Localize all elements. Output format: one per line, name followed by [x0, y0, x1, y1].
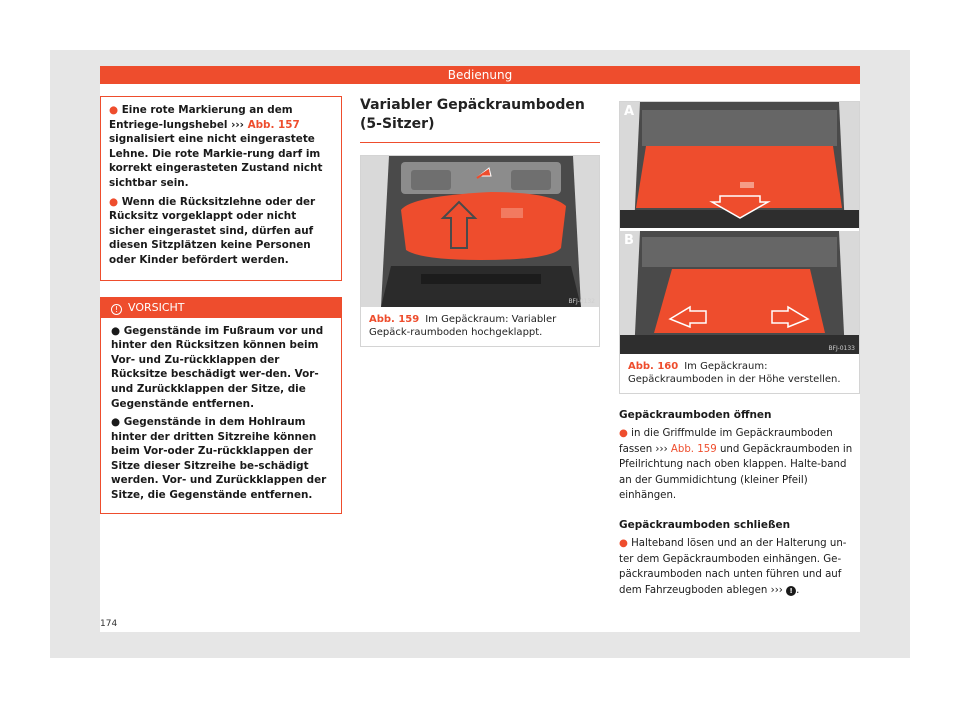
bullet-item: ● Eine rote Markierung an dem Entriege-lungshebel ››› Abb. 157 signalisiert eine nicht eingerastete Lehne. Die rote Markie-rung darf im korrekt eingerasteten Zustand nicht sichtbar sein. — [109, 104, 323, 189]
figure-caption: Abb. 160 Im Gepäckraum: Gepäckraumboden in der Höhe verstellen. — [628, 361, 841, 385]
caution-body — [101, 318, 341, 513]
note-box — [100, 96, 342, 281]
caution-title: VORSICHT — [128, 300, 185, 314]
caution-box — [100, 297, 342, 514]
figure-159 — [360, 155, 600, 347]
trunk-photo — [361, 156, 599, 307]
caution-header — [101, 298, 341, 318]
panel-a-photo — [620, 102, 859, 228]
trunk-floor-raised-illustration — [361, 156, 599, 307]
figure-code: BFJ-0132 — [568, 298, 595, 305]
figure-160 — [619, 101, 860, 394]
page-number: 174 — [100, 619, 118, 629]
bullet-icon: ● — [619, 428, 632, 439]
caution-item: ● Gegenstände in dem Hohlraum hinter der dritten Sitzreihe können beim Vor-oder Zu-rückklappen der Sitze dieser Sitzreihe be-schädigt werden. Vor- und Zurückklappen der Sitze, die Gegenstände entfernen. — [111, 416, 327, 502]
figure-code: BFJ-0133 — [828, 345, 855, 352]
right-column — [619, 101, 860, 598]
middle-column — [360, 96, 600, 347]
bullet-icon: ● — [109, 195, 122, 208]
cross-ref-arrow: ››› — [770, 584, 783, 596]
section-header: Bedienung — [100, 66, 860, 84]
left-column — [100, 96, 342, 514]
caution-ref-icon[interactable]: ! — [786, 586, 796, 596]
open-instructions: ● in die Griffmulde im Gepäckraumboden fassen ››› Abb. 159 und Gepäckraumboden in Pfeilrichtung nach oben klappen. Halte-band an der Gummidichtung (kleiner Pfeil) einhängen. — [619, 428, 853, 502]
trunk-floor-upper-illustration — [620, 102, 859, 228]
manual-page — [100, 66, 860, 632]
panel-label-b: B — [624, 233, 634, 248]
caution-item: ● Gegenstände im Fußraum vor und hinter den Rücksitzen können beim Vor- und Zu-rückklappen der Rücksitze beschädigt wer-den. Vor- und Zurückklappen der Sitze, die Gegenstände entfernen. — [111, 324, 324, 410]
close-instructions: ● Halteband lösen und an der Halterung un-ter dem Gepäckraumboden einhängen. Ge-päckraumboden nach unten führen und auf dem Fahrzeugboden ablegen ››› ! . — [619, 537, 847, 596]
bullet-item: ● Wenn die Rücksitzlehne oder der Rücksitz vorgeklappt oder nicht sicher eingerastet sind, dürfen auf diesen Sitzplätzen keine Personen oder Kinder befördert werden. — [109, 195, 316, 266]
bullet-icon: ● — [111, 416, 124, 429]
cross-ref-arrow: ››› — [231, 118, 244, 131]
subheading-open: Gepäckraumboden öffnen — [619, 409, 772, 421]
figure-caption: Abb. 159 Im Gepäckraum: Variabler Gepäck-raumboden hochgeklappt. — [369, 314, 557, 338]
figure-number: Abb. 159 — [369, 314, 420, 325]
figure-number: Abb. 160 — [628, 361, 679, 372]
subheading-close: Gepäckraumboden schließen — [619, 518, 791, 531]
bullet-icon: ● — [111, 324, 124, 337]
warning-icon: ! — [111, 304, 122, 315]
panel-b-photo — [620, 228, 859, 354]
figure-ref-link[interactable]: Abb. 159 — [670, 443, 717, 455]
figure-ref-link[interactable]: Abb. 157 — [247, 118, 300, 131]
section-heading: Variabler Gepäckraumboden (5-Sitzer) — [360, 96, 600, 143]
panel-label-a: A — [624, 104, 635, 119]
trunk-floor-lower-illustration — [620, 231, 859, 354]
bullet-icon: ● — [619, 537, 632, 549]
bullet-icon: ● — [109, 104, 122, 116]
cross-ref-arrow: ››› — [655, 443, 668, 455]
